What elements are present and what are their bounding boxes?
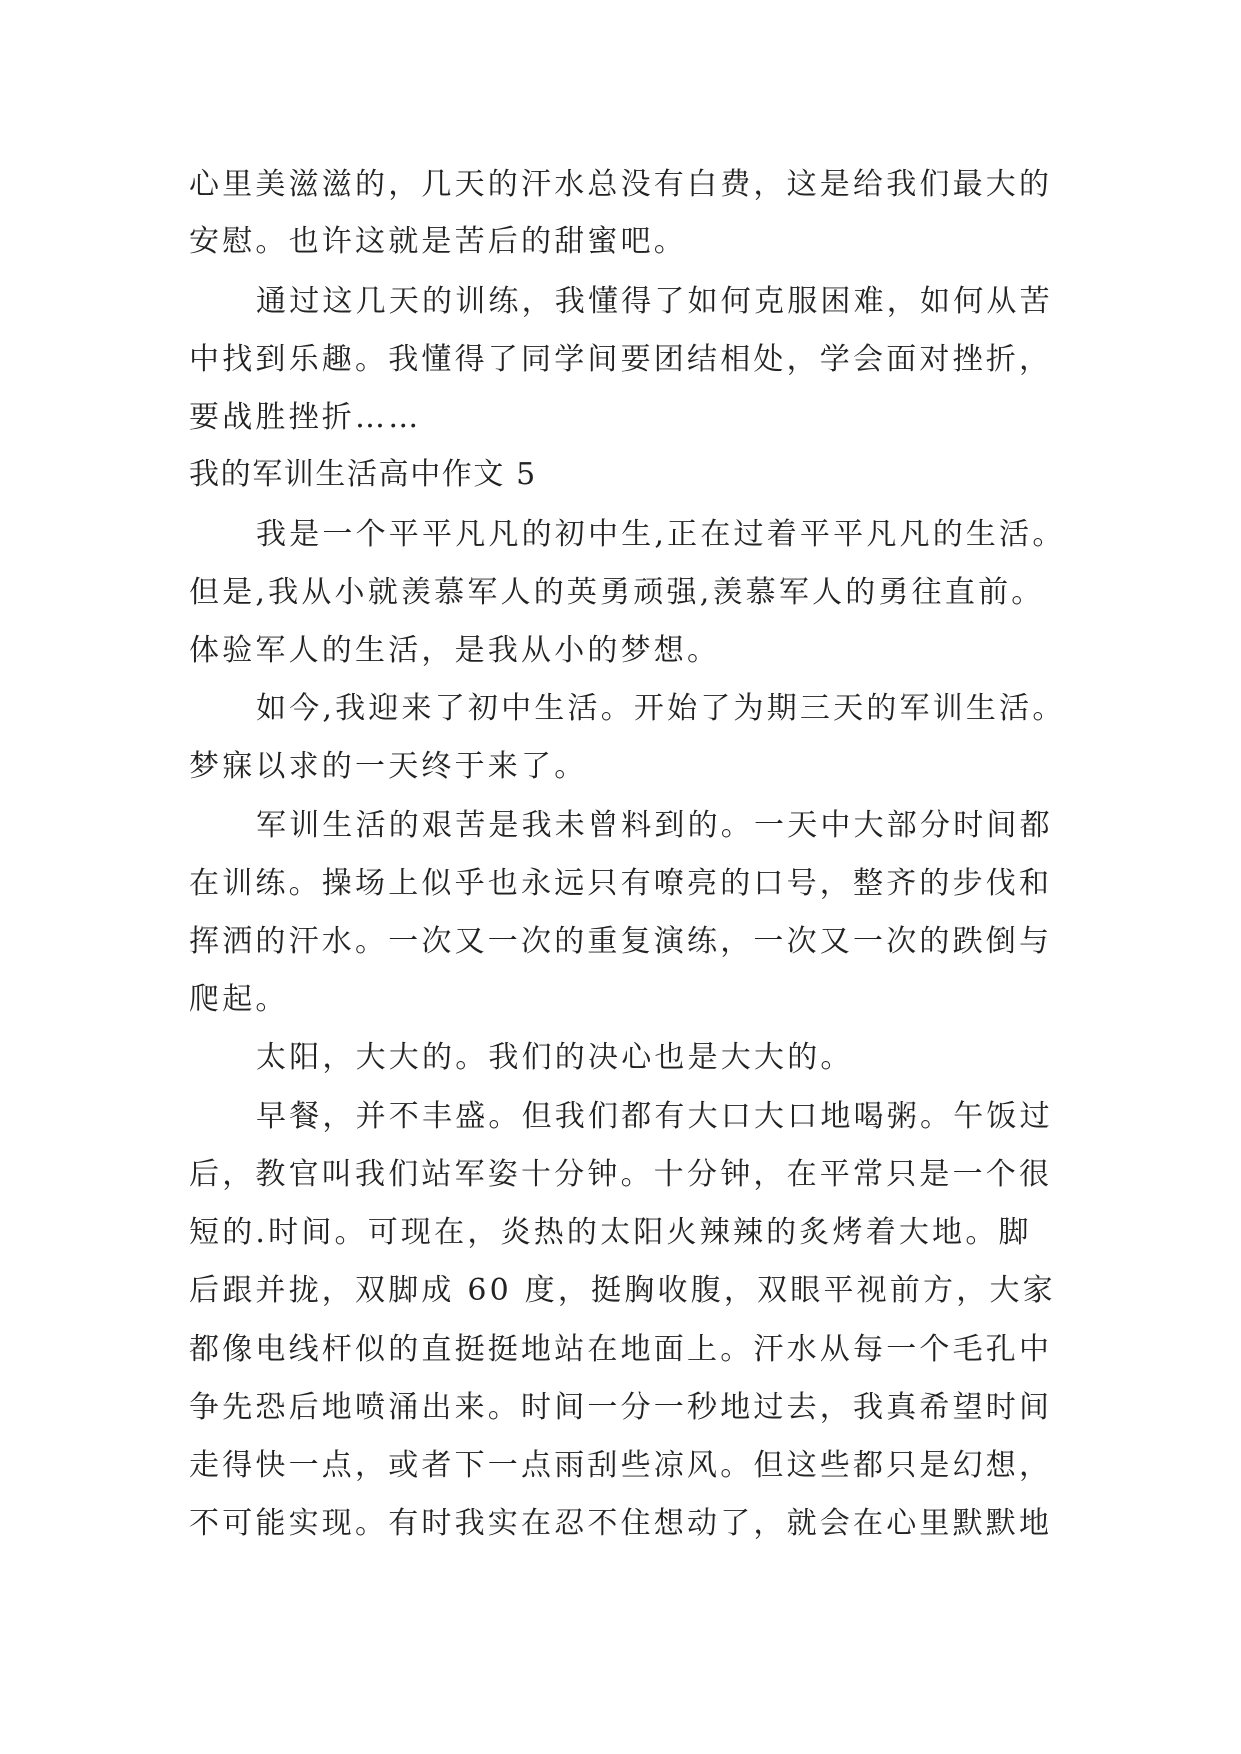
text-line: 后跟并拢，双脚成 60 度，挺胸收腹，双眼平视前方，大家 — [189, 1273, 1056, 1308]
text-line: 后，教官叫我们站军姿十分钟。十分钟，在平常只是一个很 — [189, 1157, 1053, 1192]
text-line: 通过这几天的训练，我懂得了如何克服困难，如何从苦 — [256, 284, 1053, 319]
text-line: 在训练。操场上似乎也永远只有嘹亮的口号，整齐的步伐和 — [189, 866, 1053, 901]
text-line: 体验军人的生活，是我从小的梦想。 — [189, 633, 721, 668]
text-line: 要战胜挫折…… — [189, 400, 422, 435]
text-line: 心里美滋滋的，几天的汗水总没有白费，这是给我们最大的 — [189, 167, 1053, 202]
text-line: 短的.时间。可现在，炎热的太阳火辣辣的炙烤着大地。脚 — [189, 1215, 1032, 1250]
text-line: 不可能实现。有时我实在忍不住想动了，就会在心里默默地 — [189, 1506, 1053, 1541]
text-line: 太阳，大大的。我们的决心也是大大的。 — [256, 1040, 854, 1075]
text-line: 安慰。也许这就是苦后的甜蜜吧。 — [189, 224, 687, 259]
text-line: 走得快一点，或者下一点雨刮些凉风。但这些都只是幻想， — [189, 1448, 1053, 1483]
text-line: 梦寐以求的一天终于来了。 — [189, 749, 588, 784]
text-line: 中找到乐趣。我懂得了同学间要团结相处，学会面对挫折， — [189, 342, 1053, 377]
text-line: 但是,我从小就羡慕军人的英勇顽强,羡慕军人的勇往直前。 — [189, 575, 1045, 610]
text-line: 都像电线杆似的直挺挺地站在地面上。汗水从每一个毛孔中 — [189, 1332, 1053, 1367]
text-line: 早餐，并不丰盛。但我们都有大口大口地喝粥。午饭过 — [256, 1099, 1053, 1134]
text-line: 争先恐后地喷涌出来。时间一分一秒地过去，我真希望时间 — [189, 1390, 1053, 1425]
text-line: 我是一个平平凡凡的初中生,正在过着平平凡凡的生活。 — [256, 517, 1066, 552]
text-line: 挥洒的汗水。一次又一次的重复演练，一次又一次的跌倒与 — [189, 924, 1053, 959]
section-heading: 我的军训生活高中作文 5 — [189, 457, 537, 492]
text-line: 爬起。 — [189, 982, 289, 1017]
text-line: 如今,我迎来了初中生活。开始了为期三天的军训生活。 — [256, 691, 1066, 726]
text-line: 军训生活的艰苦是我未曾料到的。一天中大部分时间都 — [256, 808, 1053, 843]
